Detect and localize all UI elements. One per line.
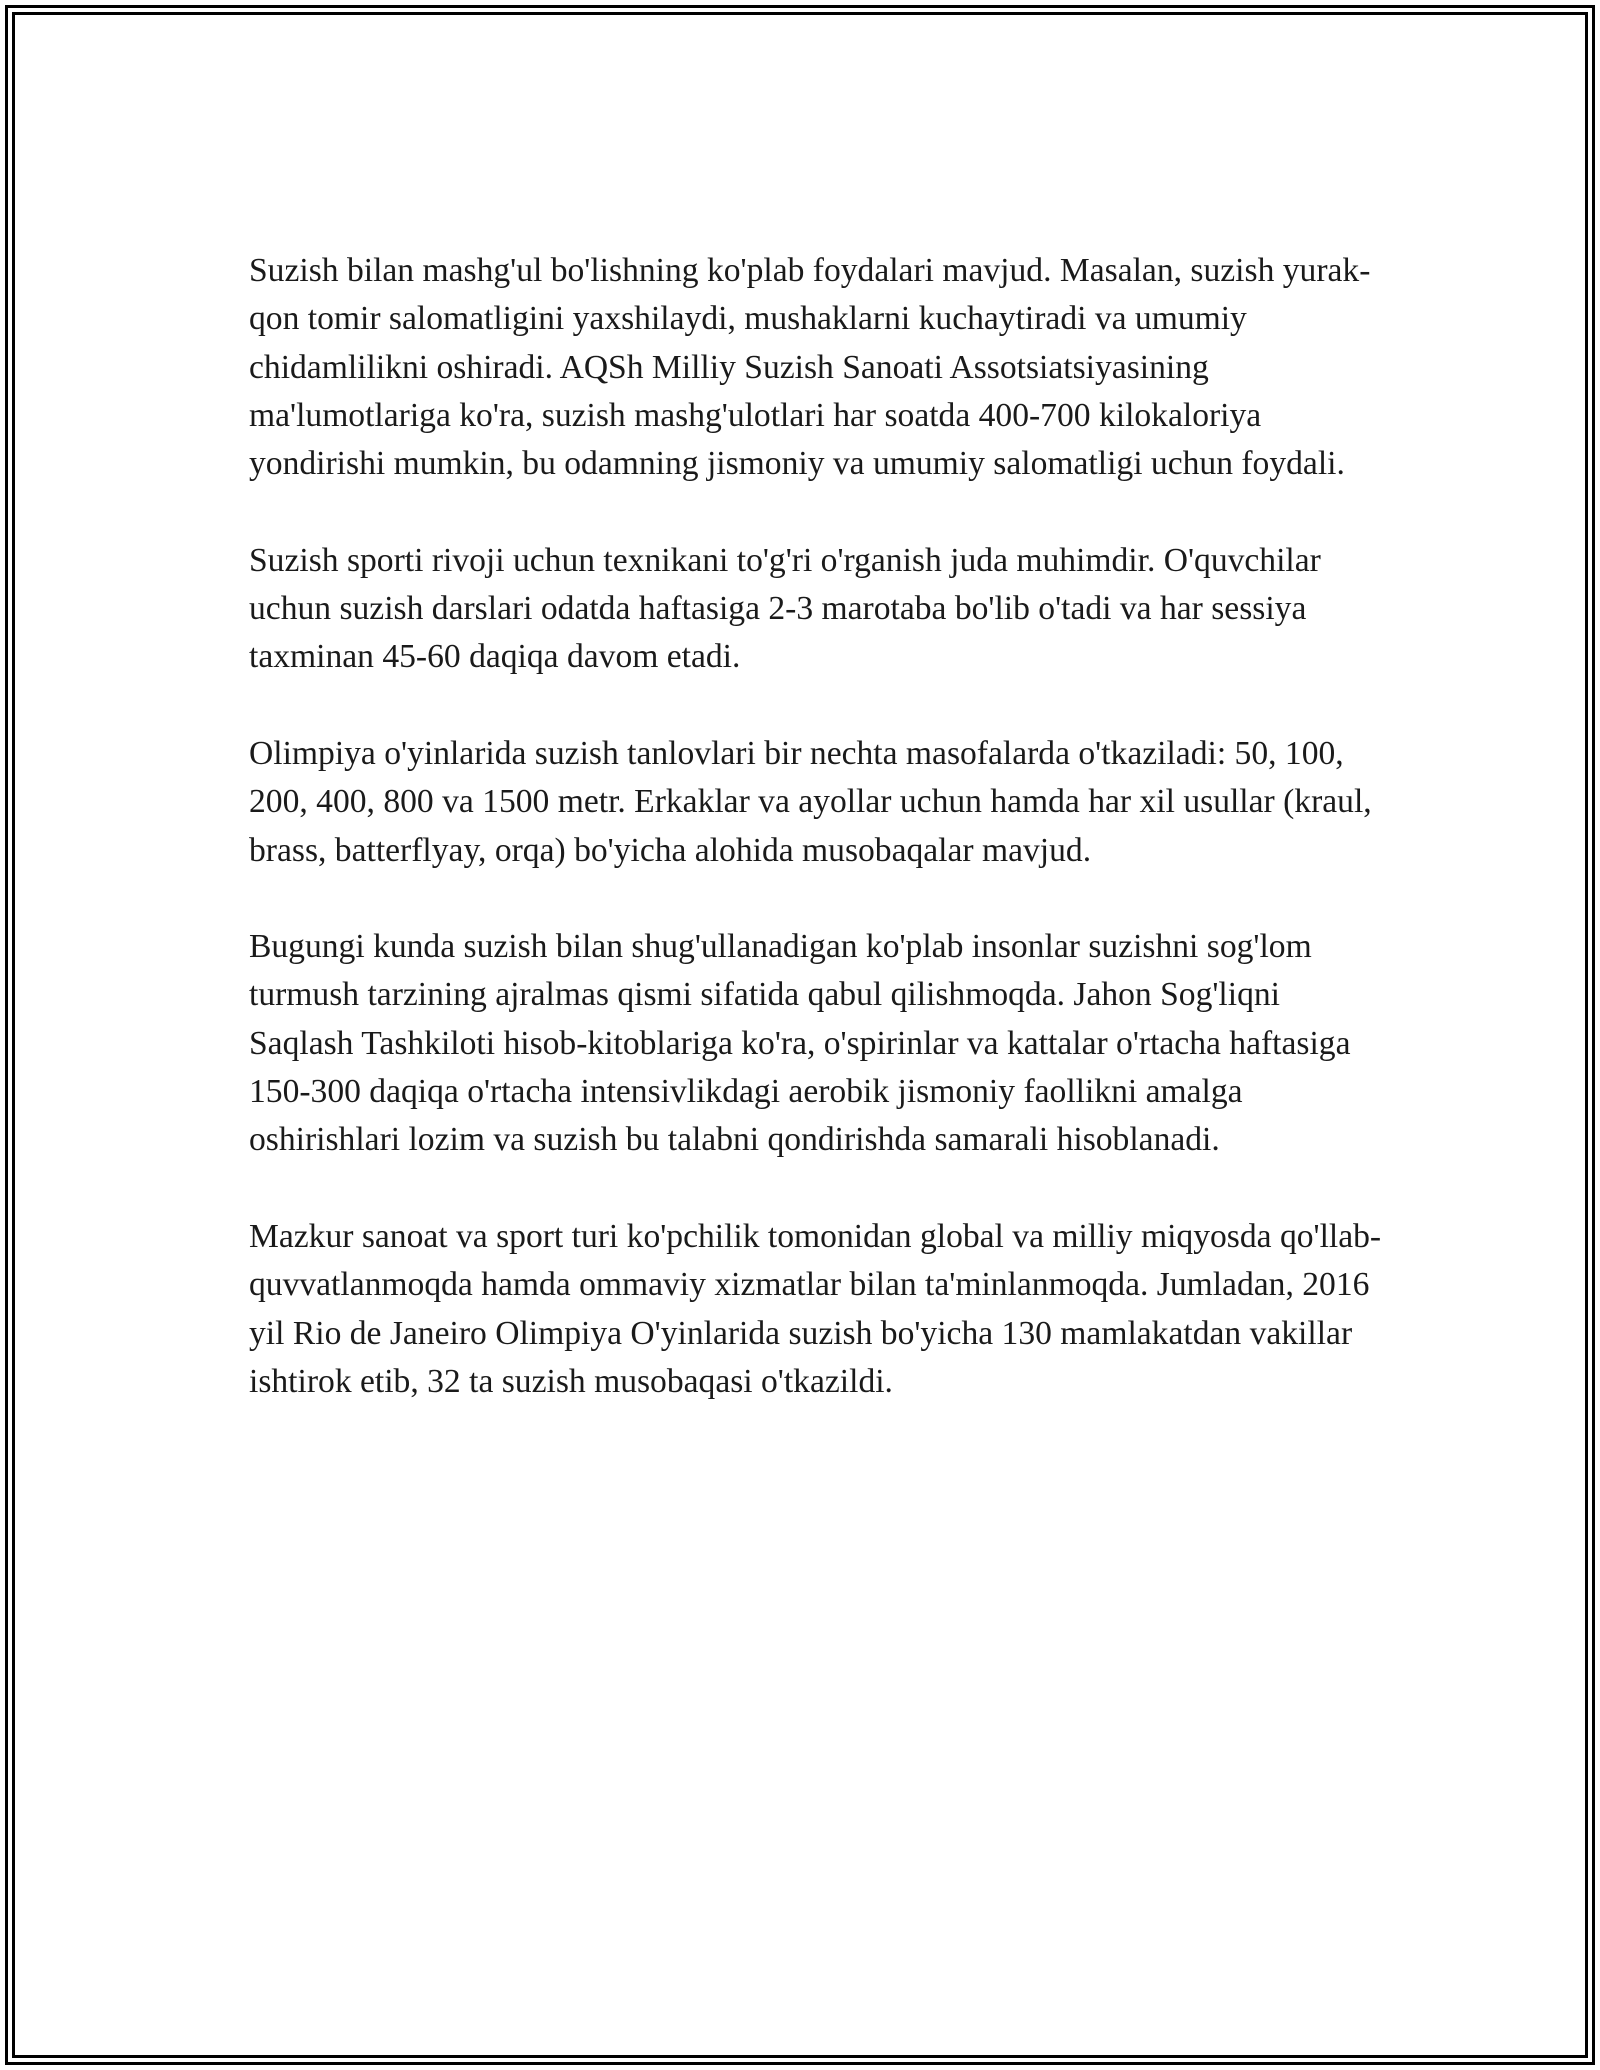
paragraph-3: Olimpiya o'yinlarida suzish tanlovlari bir nechta masofalarda o'tkaziladi: 50, 100, 200, 400, 800 va 1500 metr. Erkaklar va ayollar uchun hamda har xil usullar (kraul, brass, batterflyay, orqa) bo'yicha alohida musobaqalar mavjud. (249, 734, 1372, 869)
paragraph-2: Suzish sporti rivoji uchun texnikani to'g'ri o'rganish juda muhimdir. O'quvchilar uchun suzish darslari odatda haftasiga 2-3 marotaba bo'lib o'tadi va har sessiya taxminan 45-60 daqiqa davom etadi. (249, 541, 1321, 676)
paragraph-1: Suzish bilan mashg'ul bo'lishning ko'plab foydalari mavjud. Masalan, suzish yurak-qon tomir salomatligini yaxshilaydi, mushaklarni kuchaytiradi va umumiy chidamlilikni oshiradi. AQSh Milliy Suzish Sanoati Assotsiatsiyasining ma'lumotlariga ko'ra, suzish mashg'ulotlari har soatda 400-700 kilokaloriya yondirishi mumkin, bu odamning jismoniy va umumiy salomatligi uchun foydali. (249, 252, 1371, 483)
paragraph-5: Mazkur sanoat va sport turi ko'pchilik tomonidan global va milliy miqyosda qo'llab-quvvatlanmoqda hamda ommaviy xizmatlar bilan ta'minlanmoqda. Jumladan, 2016 yil Rio de Janeiro Olimpiya O'yinlarida suzish bo'yicha 130 mamlakatdan vakillar ishtirok etib, 32 ta suzish musobaqasi o'tkazildi. (249, 1217, 1382, 1400)
paragraph-4: Bugungi kunda suzish bilan shug'ullanadigan ko'plab insonlar suzishni sog'lom turmush tarzining ajralmas qismi sifatida qabul qilishmoqda. Jahon Sog'liqni Saqlash Tashkiloti hisob-kitoblariga ko'ra, o'spirinlar va kattalar o'rtacha haftasiga 150-300 daqiqa o'rtacha intensivlikdagi aerobik jismoniy faollikni amalga oshirishlari lozim va suzish bu talabni qondirishda samarali hisoblanadi. (249, 928, 1351, 1159)
document-body (249, 247, 1389, 1406)
page-frame (5, 5, 1595, 2065)
